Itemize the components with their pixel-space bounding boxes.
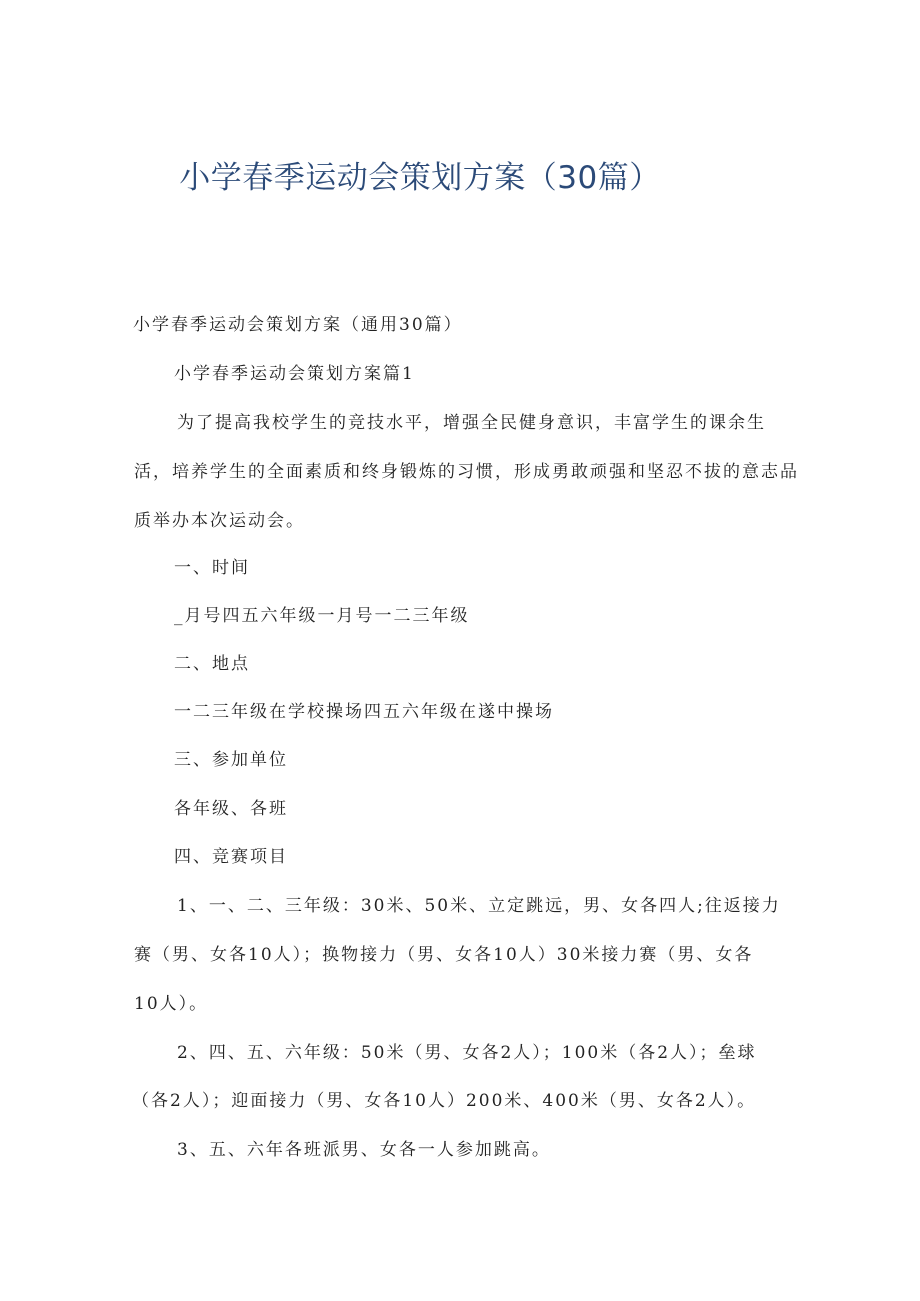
units-text: 各年级、各班 bbox=[174, 799, 288, 819]
events-heading: 四、竞赛项目 bbox=[174, 847, 288, 867]
event2-line-1: 2、四、五、六年级：50米（男、女各2人）；100米（各2人）；垒球 bbox=[177, 1043, 757, 1063]
event1-line-2: 赛（男、女各10人）；换物接力（男、女各10人）30米接力赛（男、女各 bbox=[134, 945, 754, 965]
place-text: 一二三年级在学校操场四五六年级在遂中操场 bbox=[174, 702, 554, 722]
event1-line-1: 1、一、二、三年级：30米、50米、立定跳远，男、女各四人;往返接力 bbox=[177, 896, 781, 916]
document-title: 小学春季运动会策划方案（30篇） bbox=[179, 160, 661, 196]
intro-line-1: 为了提高我校学生的竞技水平，增强全民健身意识，丰富学生的课余生 bbox=[177, 413, 766, 433]
time-text: _月号四五六年级一月号一二三年级 bbox=[174, 606, 470, 626]
units-heading: 三、参加单位 bbox=[174, 750, 288, 770]
place-heading: 二、地点 bbox=[174, 654, 250, 674]
intro-line-2: 活，培养学生的全面素质和终身锻炼的习惯，形成勇敢顽强和坚忍不拔的意志品 bbox=[134, 462, 799, 482]
document-subtitle: 小学春季运动会策划方案（通用30篇） bbox=[133, 315, 463, 335]
section-heading: 小学春季运动会策划方案篇1 bbox=[174, 364, 415, 384]
event3-text: 3、五、六年各班派男、女各一人参加跳高。 bbox=[177, 1140, 551, 1160]
time-heading: 一、时间 bbox=[174, 558, 250, 578]
intro-line-3: 质举办本次运动会。 bbox=[134, 511, 305, 531]
event2-line-2: （各2人）；迎面接力（男、女各10人）200米、400米（男、女各2人）。 bbox=[132, 1091, 757, 1111]
event1-line-3: 10人）。 bbox=[134, 994, 209, 1014]
